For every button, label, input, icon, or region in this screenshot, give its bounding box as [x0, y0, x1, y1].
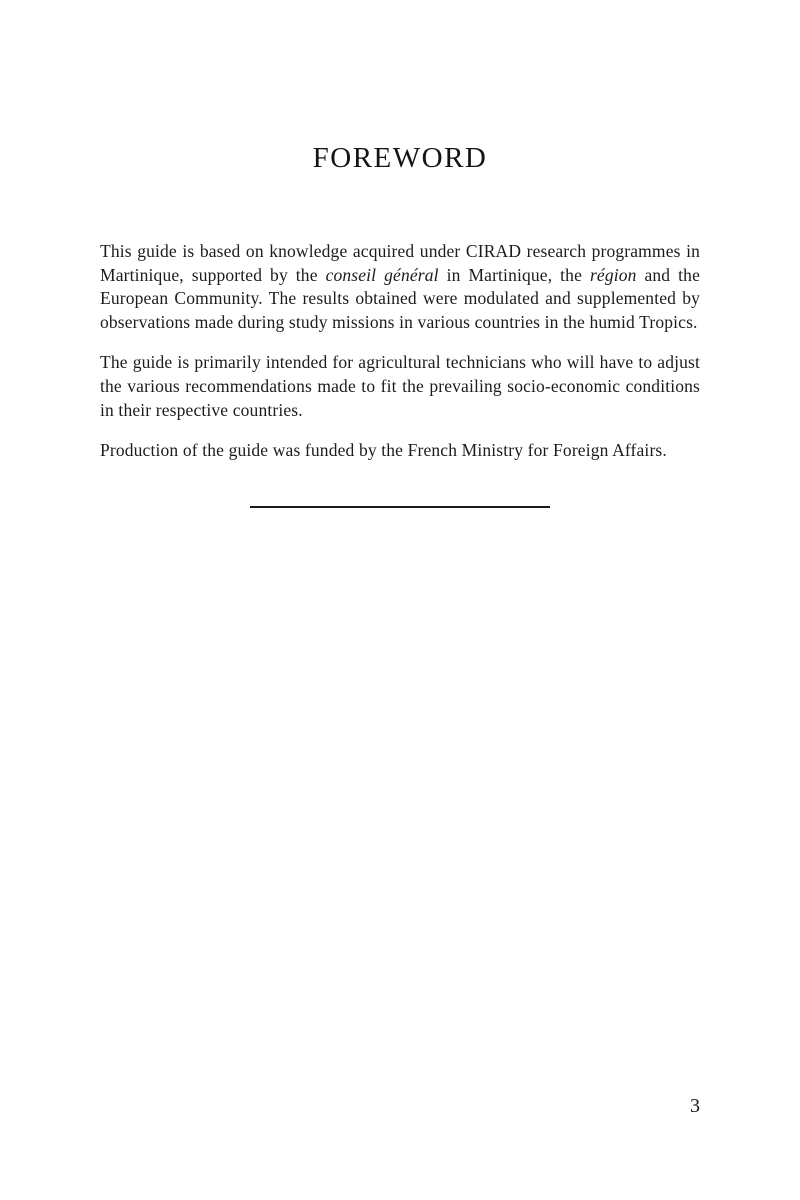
paragraph-1: This guide is based on knowledge acquired under CIRAD research programmes in Martinique, supported by the conseil général in Martinique, the région and the European Community. The results obtained were modulated and supplemented by observations made during study missions in various countries in the humid Tropics.	[100, 241, 700, 332]
section-divider	[100, 506, 700, 508]
italic-run: conseil général	[325, 264, 439, 285]
page-content	[100, 130, 700, 508]
paragraph-3: Production of the guide was funded by the French Ministry for Foreign Affairs.	[100, 440, 667, 461]
page-title: foreword	[312, 131, 488, 177]
paragraph-2: The guide is primarily intended for agricultural technicians who will have to adjust the various recommendations made to fit the prevailing socio-economic conditions in their respective countries.	[100, 352, 700, 420]
italic-run: région	[589, 264, 637, 285]
divider-rule	[250, 506, 550, 508]
page-number: 3	[690, 1095, 700, 1117]
